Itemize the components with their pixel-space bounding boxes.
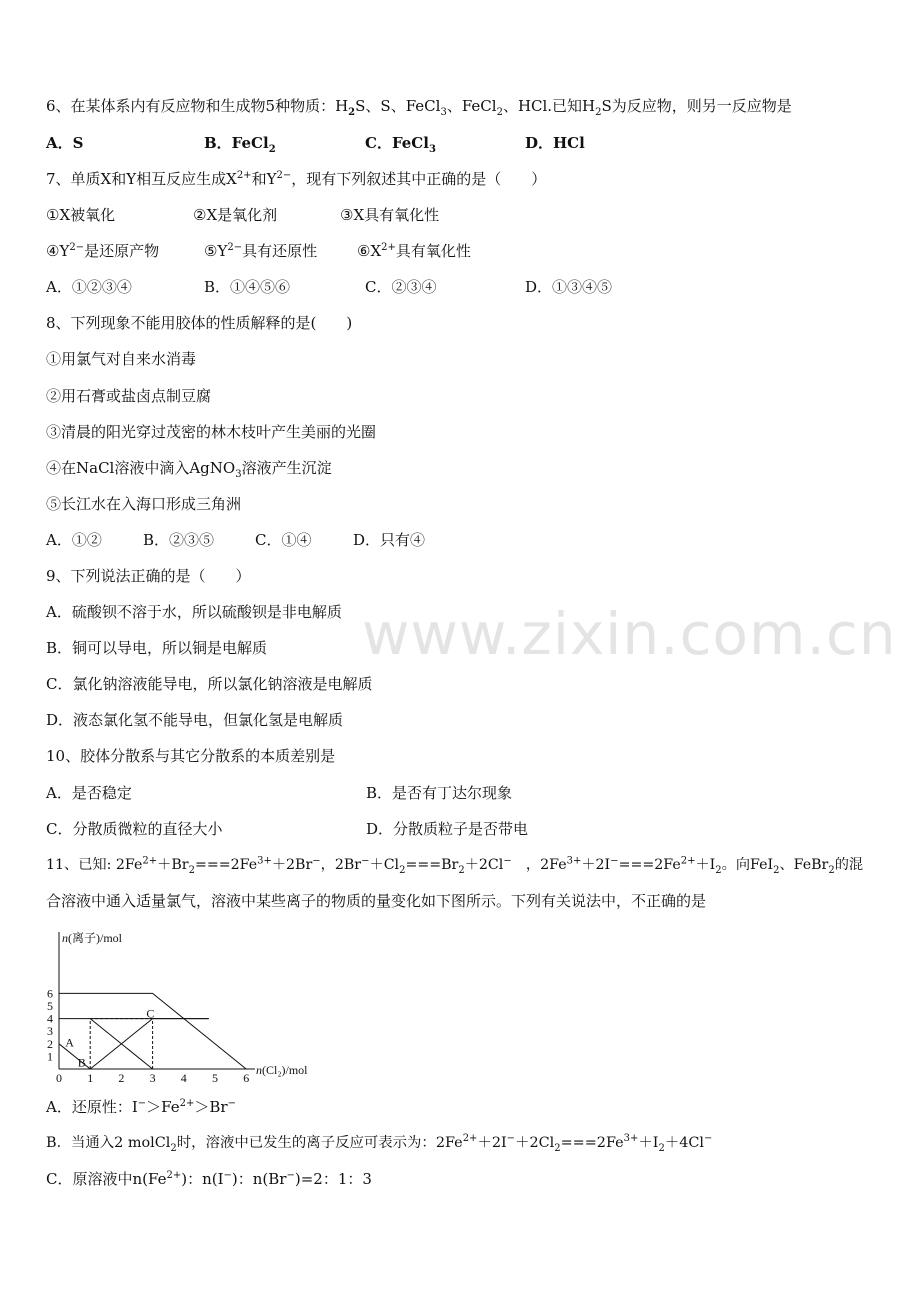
y-tick-label: 5 <box>47 999 53 1013</box>
x-tick-label: 0 <box>56 1071 62 1082</box>
q7-item-4: $④Y^{2-}$是还原产物 <box>46 242 160 260</box>
curve-label-C: C <box>146 1006 155 1021</box>
q7-option-c: C．②③④ <box>365 278 437 296</box>
q6-option-d: D．HCl <box>525 134 585 152</box>
q10-option-c: C．分散质微粒的直径大小 <box>46 820 223 838</box>
q6-option-c: C．FeCl$_3$ <box>365 134 436 155</box>
q9-option-b: B．铜可以导电，所以铜是电解质 <box>46 639 268 657</box>
q7-option-b: B．①④⑤⑥ <box>204 278 291 296</box>
q6-stem: 6、在某体系内有反应物和生成物5种物质：$H_2S$、S、FeCl$_3$、FeCl$_2$、HCl.已知$H_2S$为反应物，则另一反应物是 <box>46 97 792 118</box>
x-tick-label: 3 <box>149 1071 156 1082</box>
x-tick-label: 1 <box>87 1071 94 1082</box>
x-tick-label: 6 <box>243 1071 250 1082</box>
q7-option-d: D．①③④⑤ <box>525 278 613 296</box>
q10-stem: 10、胶体分散系与其它分散系的本质差别是 <box>46 747 336 765</box>
x-tick-label: 4 <box>180 1071 187 1082</box>
q8-option-b: B．②③⑤ <box>143 531 215 549</box>
q8-item-5: ⑤长江水在入海口形成三角洲 <box>46 495 242 513</box>
q8-item-1: ①用氯气对自来水消毒 <box>46 350 197 368</box>
q9-stem: 9、下列说法正确的是（ ） <box>46 567 251 585</box>
q7-stem: 7、单质X和Y相互反应生成$X^{2+}$和$Y^{2-}$，现有下列叙述其中正确的是（ ） <box>46 170 547 188</box>
q11-option-b: B．当通入2 molCl$_2$时，溶液中已发生的离子反应可表示为：$2Fe^{2+}+2I^-+2Cl_2===2Fe^{3+}+I_2+4Cl^-$ <box>46 1133 713 1154</box>
q10-option-b: B．是否有丁达尔现象 <box>366 784 513 802</box>
q11-option-a: A．还原性：$I^->Fe^{2+}>Br^-$ <box>46 1098 236 1116</box>
q8-option-a: A．①② <box>46 531 102 549</box>
q8-option-d: D．只有④ <box>353 531 426 549</box>
q8-item-4: ④在NaCl溶液中滴入AgNO$_3$溶液产生沉淀 <box>46 459 332 480</box>
q9-option-a: A．硫酸钡不溶于水，所以硫酸钡是非电解质 <box>46 603 342 621</box>
y-tick-label: 3 <box>47 1024 53 1039</box>
x-tick-label: 5 <box>212 1071 218 1082</box>
q9-option-c: C．氯化钠溶液能导电，所以氯化钠溶液是电解质 <box>46 675 373 693</box>
q10-option-a: A．是否稳定 <box>46 784 132 802</box>
y-tick-label: 6 <box>47 986 53 1001</box>
q11-stem-line1: 11、已知: $2Fe^{2+}+Br_2===2Fe^{3+}+2Br^-$，$2Br^-+Cl_2===Br_2+2Cl^-$ ，$2Fe^{3+}+2I^-===2Fe^{2+}+I_2$。向FeI$_2$、FeBr$_2$的混 <box>46 855 864 876</box>
q10-option-d: D．分散质粒子是否带电 <box>366 820 529 838</box>
curve-label-A: A <box>65 1035 74 1050</box>
q6-option-a: A．S <box>46 134 84 152</box>
q7-option-a: A．①②③④ <box>46 278 132 296</box>
q7-item-2: ②X是氧化剂 <box>193 206 278 224</box>
y-tick-label: 2 <box>47 1036 53 1051</box>
x-tick-label: 2 <box>118 1071 125 1082</box>
q7-item-1: ①X被氧化 <box>46 206 116 224</box>
series-C <box>90 1019 209 1069</box>
q8-stem: 8、下列现象不能用胶体的性质解释的是( ) <box>46 314 353 332</box>
q9-option-d: D．液态氯化氢不能导电，但氯化氢是电解质 <box>46 711 344 729</box>
q7-item-6: $⑥X^{2+}$具有氧化性 <box>357 242 471 260</box>
q7-item-5: $⑤Y^{2-}$具有还原性 <box>204 242 318 260</box>
y-tick-label: 4 <box>47 1011 53 1026</box>
q7-item-3: ③X具有氧化性 <box>340 206 440 224</box>
q11-stem-line2: 合溶液中通入适量氯气，溶液中某些离子的物质的量变化如下图所示。下列有关说法中，不正确的是 <box>46 892 707 910</box>
q8-option-c: C．①④ <box>255 531 312 549</box>
ion-amount-chart <box>40 924 340 1082</box>
watermark: www.zixin.com.cn <box>362 600 897 668</box>
x-axis-label: n(Cl₂)/mol <box>256 1063 308 1077</box>
q11-option-c: C．原溶液中$n(Fe^{2+})$：n(I−)：n(Br−)=2：1：3 <box>46 1170 372 1188</box>
y-tick-label: 1 <box>47 1049 53 1064</box>
q8-item-2: ②用石膏或盐卤点制豆腐 <box>46 387 212 405</box>
y-axis-label: n(离子)/mol <box>62 931 122 945</box>
q6-option-b: B．FeCl$_2$ <box>204 134 276 155</box>
curve-label-B: B <box>77 1055 86 1070</box>
q8-item-3: ③清晨的阳光穿过茂密的林木枝叶产生美丽的光圈 <box>46 423 377 441</box>
